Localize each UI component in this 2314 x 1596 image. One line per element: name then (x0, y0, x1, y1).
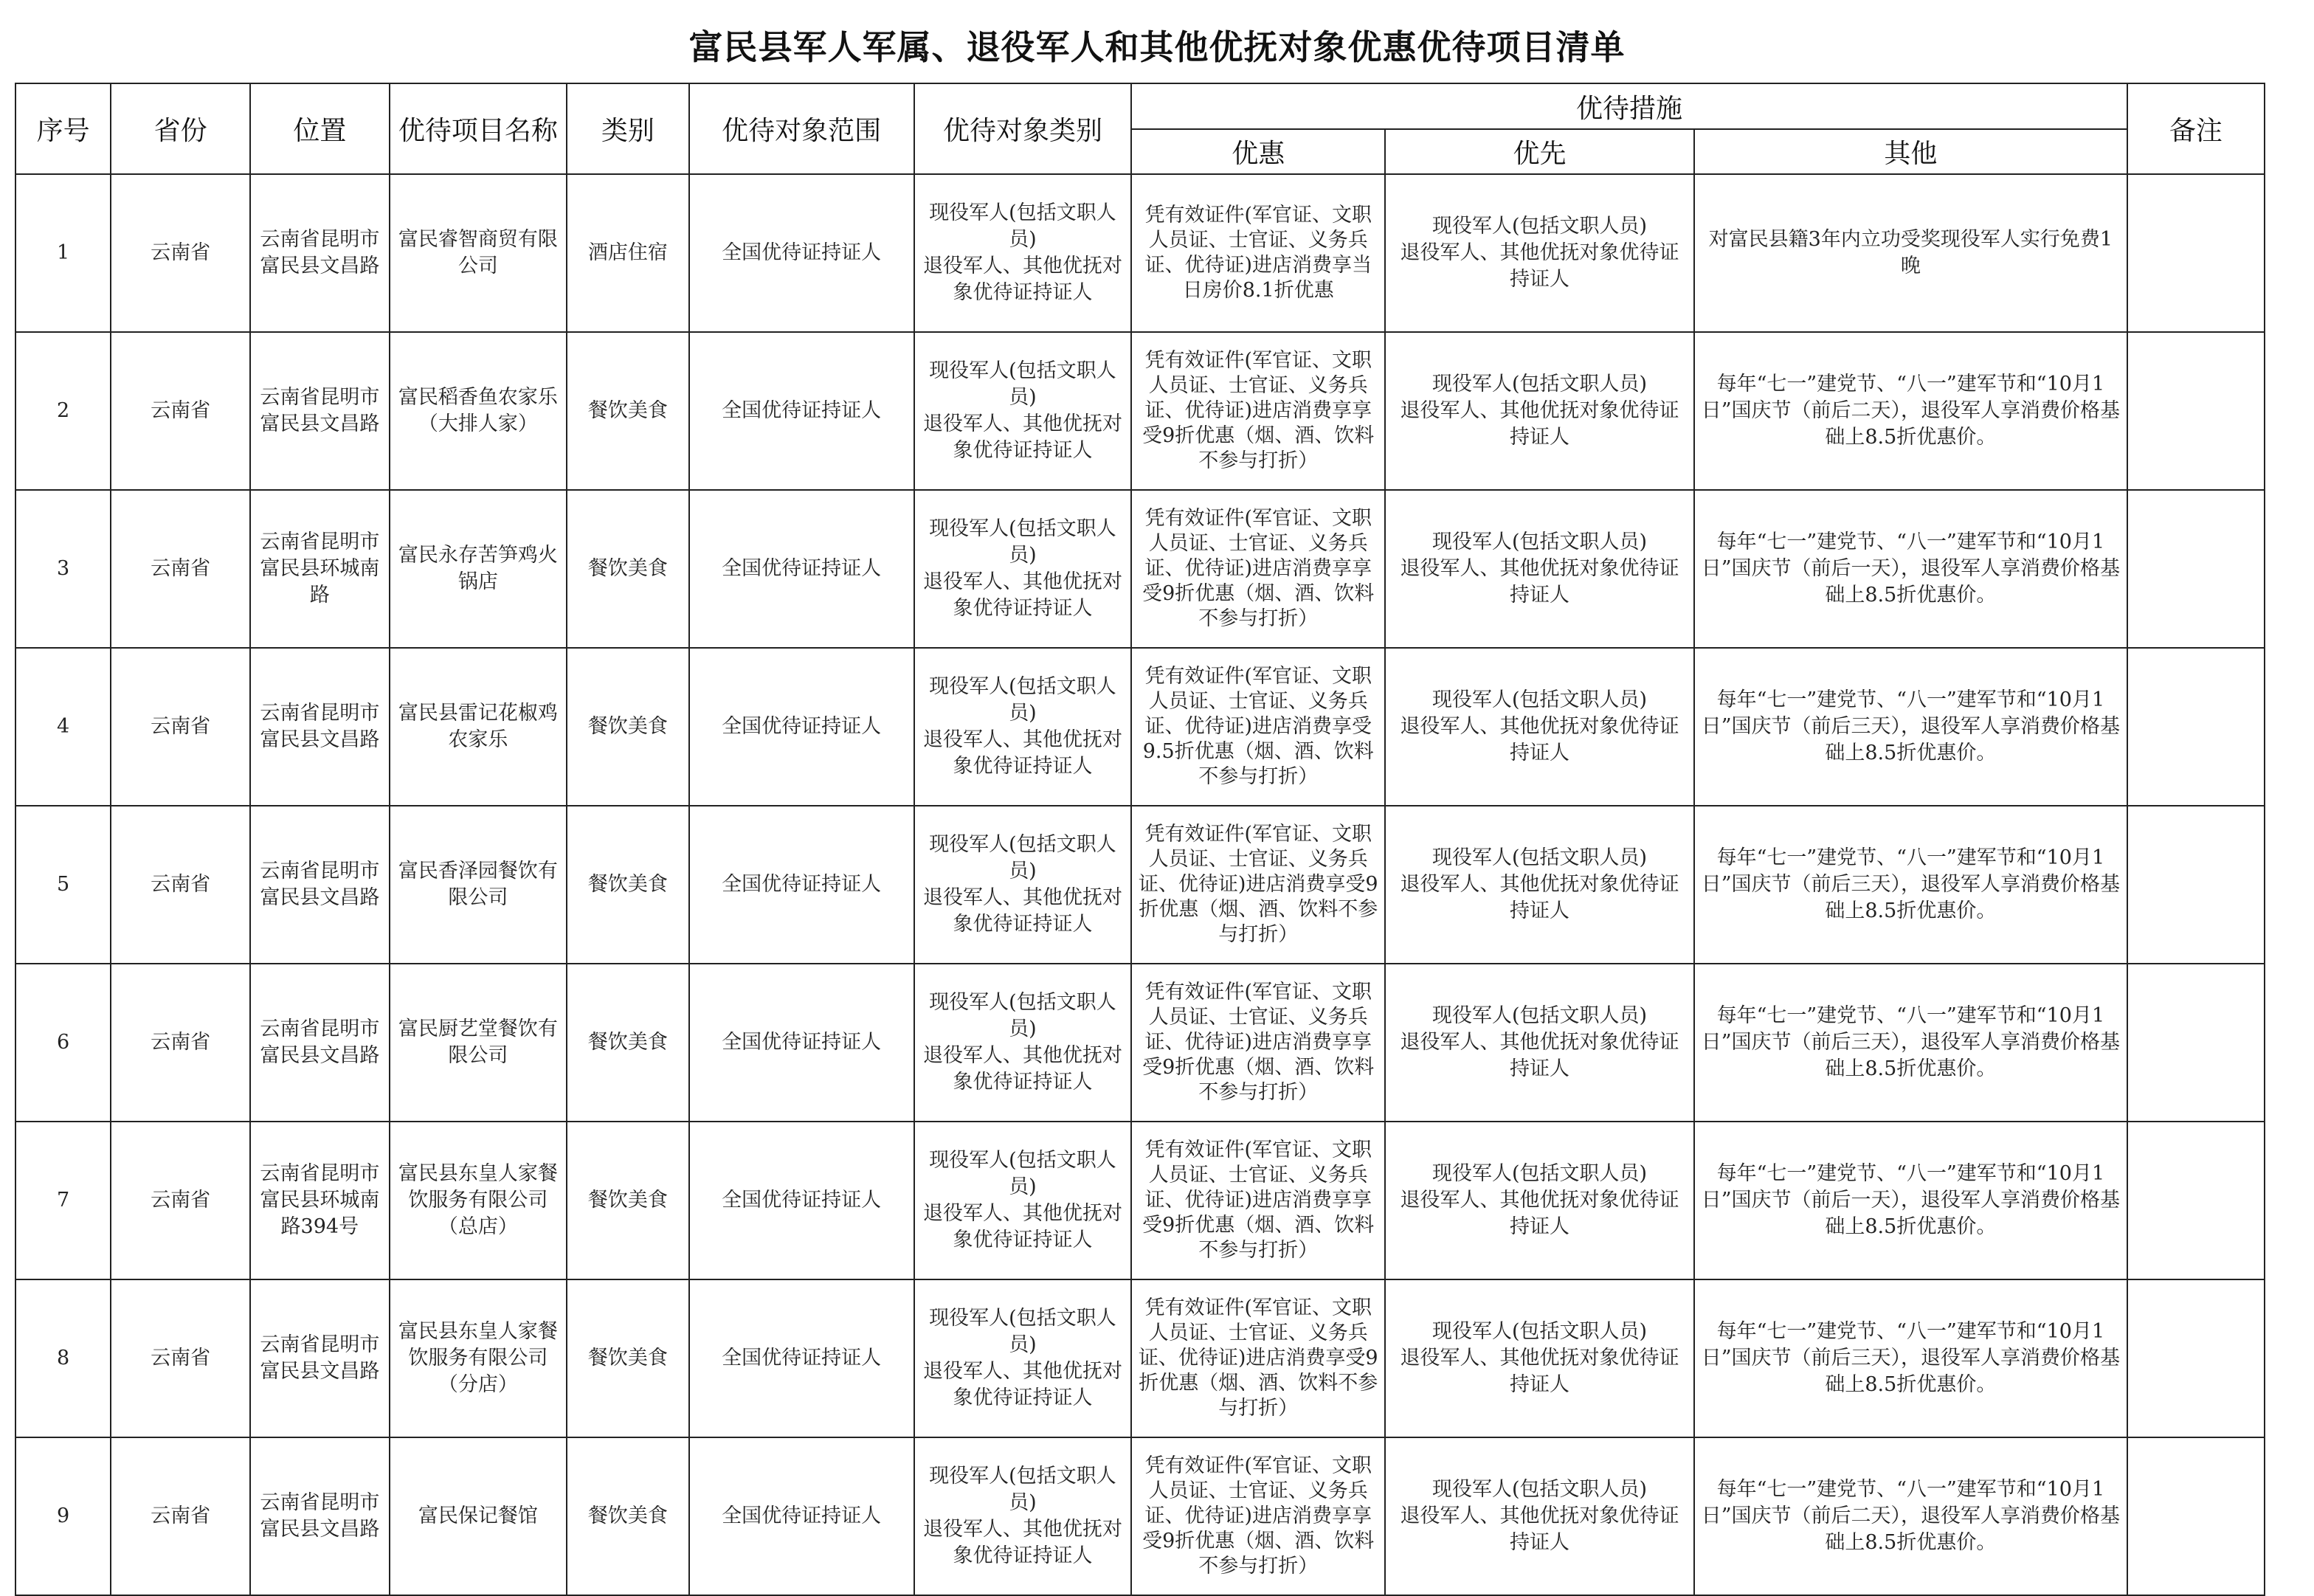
cell-scope (689, 490, 914, 648)
cell-project-text: 富民香泽园餐饮有限公司 (398, 860, 558, 909)
cell-location-text: 云南省昆明市富民县文昌路 (260, 702, 380, 751)
table-row (15, 1279, 2265, 1437)
cell-province-text: 云南省 (151, 399, 211, 422)
cell-index (15, 1437, 111, 1595)
header-location: 位置 (250, 83, 390, 174)
cell-index-text: 8 (57, 1347, 70, 1369)
cell-province-text: 云南省 (151, 1505, 211, 1527)
page-title: 富民县军人军属、退役军人和其他优抚对象优惠优待项目清单 (688, 27, 1626, 67)
cell-scope (689, 332, 914, 490)
cell-index (15, 648, 111, 806)
cell-priority-text: 现役军人(包括文职人员) 退役军人、其他优抚对象优待证持证人 (1400, 688, 1679, 764)
cell-project-text: 富民保记餐馆 (418, 1505, 538, 1527)
cell-province-text: 云南省 (151, 873, 211, 896)
cell-scope (689, 806, 914, 964)
cell-project-text: 富民县东皇人家餐饮服务有限公司（分店） (398, 1320, 558, 1396)
cell-index (15, 332, 111, 490)
cell-target-type (914, 174, 1132, 332)
cell-discount-text: 凭有效证件(军官证、文职人员证、士官证、义务兵证、优待证)进店消费享受9折优惠（烟、酒、饮料不参与打折） (1138, 823, 1378, 946)
table-row (15, 964, 2265, 1122)
cell-index (15, 174, 111, 332)
cell-discount (1131, 806, 1385, 964)
cell-category-text: 酒店住宿 (587, 241, 668, 264)
cell-target-type-text: 现役军人(包括文职人员) 退役军人、其他优抚对象优待证持证人 (922, 359, 1122, 462)
cell-category-text: 餐饮美食 (587, 1347, 668, 1369)
cell-target-type (914, 1279, 1132, 1437)
cell-project (390, 806, 567, 964)
cell-location (250, 964, 390, 1122)
table-row (15, 174, 2265, 332)
cell-other-text: 对富民县籍3年内立功受奖现役军人实行免费1晚 (1708, 228, 2113, 277)
cell-priority (1385, 174, 1694, 332)
cell-category (567, 964, 688, 1122)
cell-scope-text: 全国优待证持证人 (722, 399, 882, 422)
cell-location-text: 云南省昆明市富民县环城南路 (260, 531, 380, 607)
cell-priority (1385, 1279, 1694, 1437)
cell-other (1694, 648, 2127, 806)
cell-priority-text: 现役军人(包括文职人员) 退役军人、其他优抚对象优待证持证人 (1400, 846, 1679, 922)
cell-province (111, 1122, 250, 1279)
cell-other-text: 每年“七一”建党节、“八一”建军节和“10月1日”国庆节（前后三天），退役军人享消费价格基础上8.5折优惠价。 (1701, 1320, 2121, 1396)
cell-location-text: 云南省昆明市富民县环城南路394号 (260, 1162, 380, 1238)
cell-priority-text: 现役军人(包括文职人员) 退役军人、其他优抚对象优待证持证人 (1400, 1320, 1679, 1396)
cell-other (1694, 806, 2127, 964)
table-row (15, 1122, 2265, 1279)
cell-discount-text: 凭有效证件(军官证、文职人员证、士官证、义务兵证、优待证)进店消费享享受9折优惠（烟、酒、饮料不参与打折） (1142, 1139, 1375, 1262)
cell-project-text: 富民县东皇人家餐饮服务有限公司（总店） (398, 1162, 558, 1238)
cell-project-text: 富民县雷记花椒鸡农家乐 (398, 702, 558, 751)
cell-category (567, 1122, 688, 1279)
cell-location-text: 云南省昆明市富民县文昌路 (260, 860, 380, 909)
cell-project-text: 富民厨艺堂餐饮有限公司 (398, 1018, 558, 1067)
header-project: 优待项目名称 (390, 83, 567, 174)
cell-project (390, 332, 567, 490)
cell-target-type (914, 1437, 1132, 1595)
cell-province (111, 174, 250, 332)
cell-index-text: 6 (57, 1031, 70, 1054)
cell-location-text: 云南省昆明市富民县文昌路 (260, 228, 380, 277)
cell-target-type-text: 现役军人(包括文职人员) 退役军人、其他优抚对象优待证持证人 (922, 833, 1122, 936)
cell-index-text: 2 (57, 399, 70, 422)
header-remarks: 备注 (2127, 83, 2265, 174)
cell-category (567, 648, 688, 806)
cell-other (1694, 1122, 2127, 1279)
cell-scope-text: 全国优待证持证人 (722, 1031, 882, 1054)
cell-province (111, 964, 250, 1122)
cell-discount-text: 凭有效证件(军官证、文职人员证、士官证、义务兵证、优待证)进店消费享享受9折优惠（烟、酒、饮料不参与打折） (1142, 981, 1375, 1104)
cell-index-text: 5 (57, 873, 70, 896)
cell-other-text: 每年“七一”建党节、“八一”建军节和“10月1日”国庆节（前后一天），退役军人享消费价格基础上8.5折优惠价。 (1701, 531, 2121, 607)
table-row (15, 648, 2265, 806)
cell-priority (1385, 964, 1694, 1122)
cell-target-type-text: 现役军人(包括文职人员) 退役军人、其他优抚对象优待证持证人 (922, 201, 1122, 304)
cell-scope-text: 全国优待证持证人 (722, 557, 882, 580)
cell-discount-text: 凭有效证件(军官证、文职人员证、士官证、义务兵证、优待证)进店消费享受9折优惠（烟、酒、饮料不参与打折） (1138, 1296, 1378, 1420)
cell-discount (1131, 490, 1385, 648)
table-body (15, 174, 2265, 1595)
cell-remarks (2127, 174, 2265, 332)
header-discount: 优惠 (1131, 129, 1385, 174)
cell-province-text: 云南省 (151, 557, 211, 580)
header-priority: 优先 (1385, 129, 1694, 174)
cell-priority (1385, 648, 1694, 806)
cell-project (390, 1122, 567, 1279)
cell-index-text: 7 (57, 1189, 70, 1212)
cell-province (111, 806, 250, 964)
cell-category (567, 806, 688, 964)
cell-discount-text: 凭有效证件(军官证、文职人员证、士官证、义务兵证、优待证)进店消费享享受9折优惠（烟、酒、饮料不参与打折） (1142, 349, 1375, 472)
cell-remarks (2127, 806, 2265, 964)
cell-project-text: 富民永存苦笋鸡火锅店 (398, 544, 558, 593)
cell-target-type-text: 现役军人(包括文职人员) 退役军人、其他优抚对象优待证持证人 (922, 1465, 1122, 1567)
table-row (15, 1437, 2265, 1595)
cell-remarks (2127, 490, 2265, 648)
cell-discount-text: 凭有效证件(军官证、文职人员证、士官证、义务兵证、优待证)进店消费享享受9折优惠（烟、酒、饮料不参与打折） (1142, 507, 1375, 630)
cell-index (15, 1279, 111, 1437)
cell-location-text: 云南省昆明市富民县文昌路 (260, 1491, 380, 1541)
table-row (15, 490, 2265, 648)
cell-discount (1131, 332, 1385, 490)
header-measures: 优待措施 (1131, 83, 2127, 129)
cell-category-text: 餐饮美食 (587, 1189, 668, 1212)
cell-location (250, 1122, 390, 1279)
cell-other (1694, 332, 2127, 490)
cell-scope-text: 全国优待证持证人 (722, 1189, 882, 1212)
cell-scope (689, 1437, 914, 1595)
cell-index-text: 1 (57, 241, 70, 264)
cell-project (390, 964, 567, 1122)
cell-other-text: 每年“七一”建党节、“八一”建军节和“10月1日”国庆节（前后三天），退役军人享消费价格基础上8.5折优惠价。 (1701, 1004, 2121, 1080)
cell-province-text: 云南省 (151, 715, 211, 738)
cell-scope-text: 全国优待证持证人 (722, 1347, 882, 1369)
cell-target-type (914, 648, 1132, 806)
cell-province-text: 云南省 (151, 1347, 211, 1369)
cell-index (15, 1122, 111, 1279)
cell-location (250, 648, 390, 806)
cell-discount (1131, 1122, 1385, 1279)
header-province: 省份 (111, 83, 250, 174)
cell-priority (1385, 1122, 1694, 1279)
cell-discount-text: 凭有效证件(军官证、文职人员证、士官证、义务兵证、优待证)进店消费享当日房价8.1折优惠 (1144, 204, 1372, 302)
cell-scope-text: 全国优待证持证人 (722, 1505, 882, 1527)
cell-index-text: 3 (57, 557, 70, 580)
cell-category-text: 餐饮美食 (587, 557, 668, 580)
cell-other (1694, 490, 2127, 648)
cell-priority (1385, 490, 1694, 648)
cell-priority-text: 现役军人(包括文职人员) 退役军人、其他优抚对象优待证持证人 (1400, 1162, 1679, 1238)
header-index: 序号 (15, 83, 111, 174)
cell-remarks (2127, 648, 2265, 806)
cell-priority (1385, 332, 1694, 490)
cell-province (111, 1437, 250, 1595)
cell-location (250, 490, 390, 648)
cell-project-text: 富民稻香鱼农家乐（大排人家） (398, 386, 558, 435)
cell-scope (689, 1279, 914, 1437)
cell-province-text: 云南省 (151, 1189, 211, 1212)
cell-discount (1131, 648, 1385, 806)
cell-category (567, 174, 688, 332)
cell-other-text: 每年“七一”建党节、“八一”建军节和“10月1日”国庆节（前后三天），退役军人享消费价格基础上8.5折优惠价。 (1701, 688, 2121, 764)
cell-other-text: 每年“七一”建党节、“八一”建军节和“10月1日”国庆节（前后二天），退役军人享消费价格基础上8.5折优惠价。 (1701, 373, 2121, 449)
cell-location-text: 云南省昆明市富民县文昌路 (260, 386, 380, 435)
cell-category (567, 490, 688, 648)
cell-priority-text: 现役军人(包括文职人员) 退役军人、其他优抚对象优待证持证人 (1400, 373, 1679, 449)
cell-project (390, 1279, 567, 1437)
cell-province (111, 648, 250, 806)
cell-project (390, 490, 567, 648)
cell-discount (1131, 964, 1385, 1122)
cell-target-type-text: 现役军人(包括文职人员) 退役军人、其他优抚对象优待证持证人 (922, 991, 1122, 1094)
cell-scope (689, 648, 914, 806)
cell-remarks (2127, 1122, 2265, 1279)
cell-priority (1385, 806, 1694, 964)
cell-other-text: 每年“七一”建党节、“八一”建军节和“10月1日”国庆节（前后一天），退役军人享消费价格基础上8.5折优惠价。 (1701, 1162, 2121, 1238)
cell-province-text: 云南省 (151, 1031, 211, 1054)
cell-scope (689, 964, 914, 1122)
cell-location (250, 174, 390, 332)
cell-scope (689, 174, 914, 332)
cell-other (1694, 1437, 2127, 1595)
header-scope: 优待对象范围 (689, 83, 914, 174)
cell-location (250, 332, 390, 490)
cell-discount-text: 凭有效证件(军官证、文职人员证、士官证、义务兵证、优待证)进店消费享受9.5折优惠（烟、酒、饮料不参与打折） (1142, 665, 1374, 788)
cell-target-type (914, 806, 1132, 964)
table-row (15, 332, 2265, 490)
cell-priority-text: 现役军人(包括文职人员) 退役军人、其他优抚对象优待证持证人 (1400, 1004, 1679, 1080)
cell-index (15, 964, 111, 1122)
cell-target-type (914, 1122, 1132, 1279)
cell-province (111, 332, 250, 490)
cell-province-text: 云南省 (151, 241, 211, 264)
cell-category-text: 餐饮美食 (587, 873, 668, 896)
cell-target-type-text: 现役军人(包括文职人员) 退役军人、其他优抚对象优待证持证人 (922, 1307, 1122, 1409)
cell-index-text: 9 (57, 1505, 70, 1527)
cell-category-text: 餐饮美食 (587, 1031, 668, 1054)
cell-other (1694, 1279, 2127, 1437)
cell-category-text: 餐饮美食 (587, 715, 668, 738)
cell-scope-text: 全国优待证持证人 (722, 241, 882, 264)
cell-scope-text: 全国优待证持证人 (722, 715, 882, 738)
cell-location (250, 1437, 390, 1595)
cell-target-type-text: 现役军人(包括文职人员) 退役军人、其他优抚对象优待证持证人 (922, 1149, 1122, 1251)
cell-project (390, 1437, 567, 1595)
cell-location-text: 云南省昆明市富民县文昌路 (260, 1333, 380, 1383)
cell-remarks (2127, 964, 2265, 1122)
header-other: 其他 (1694, 129, 2127, 174)
cell-province (111, 490, 250, 648)
cell-index (15, 490, 111, 648)
cell-location (250, 1279, 390, 1437)
table-header (15, 83, 2265, 174)
cell-discount-text: 凭有效证件(军官证、文职人员证、士官证、义务兵证、优待证)进店消费享享受9折优惠（烟、酒、饮料不参与打折） (1142, 1454, 1375, 1578)
cell-discount (1131, 1279, 1385, 1437)
cell-project (390, 648, 567, 806)
cell-project (390, 174, 567, 332)
cell-target-type-text: 现役军人(包括文职人员) 退役军人、其他优抚对象优待证持证人 (922, 517, 1122, 620)
cell-index (15, 806, 111, 964)
cell-discount (1131, 174, 1385, 332)
cell-priority-text: 现役军人(包括文职人员) 退役军人、其他优抚对象优待证持证人 (1400, 215, 1679, 291)
cell-category-text: 餐饮美食 (587, 1505, 668, 1527)
cell-remarks (2127, 1437, 2265, 1595)
cell-location (250, 806, 390, 964)
cell-priority-text: 现役军人(包括文职人员) 退役军人、其他优抚对象优待证持证人 (1400, 531, 1679, 607)
cell-other (1694, 174, 2127, 332)
cell-remarks (2127, 332, 2265, 490)
cell-target-type (914, 490, 1132, 648)
cell-target-type (914, 964, 1132, 1122)
cell-scope (689, 1122, 914, 1279)
table-row (15, 806, 2265, 964)
cell-target-type (914, 332, 1132, 490)
cell-scope-text: 全国优待证持证人 (722, 873, 882, 896)
cell-index-text: 4 (57, 715, 70, 738)
cell-province (111, 1279, 250, 1437)
cell-project-text: 富民睿智商贸有限公司 (398, 228, 558, 277)
cell-location-text: 云南省昆明市富民县文昌路 (260, 1018, 380, 1067)
cell-discount (1131, 1437, 1385, 1595)
cell-other-text: 每年“七一”建党节、“八一”建军节和“10月1日”国庆节（前后二天），退役军人享消费价格基础上8.5折优惠价。 (1701, 1478, 2121, 1554)
cell-other (1694, 964, 2127, 1122)
cell-remarks (2127, 1279, 2265, 1437)
benefit-table (15, 83, 2265, 1596)
cell-priority (1385, 1437, 1694, 1595)
cell-category (567, 332, 688, 490)
cell-target-type-text: 现役军人(包括文职人员) 退役军人、其他优抚对象优待证持证人 (922, 675, 1122, 778)
cell-category-text: 餐饮美食 (587, 399, 668, 422)
header-category: 类别 (567, 83, 688, 174)
cell-priority-text: 现役军人(包括文职人员) 退役军人、其他优抚对象优待证持证人 (1400, 1478, 1679, 1554)
cell-category (567, 1279, 688, 1437)
header-target-type: 优待对象类别 (914, 83, 1132, 174)
cell-category (567, 1437, 688, 1595)
cell-other-text: 每年“七一”建党节、“八一”建军节和“10月1日”国庆节（前后三天），退役军人享消费价格基础上8.5折优惠价。 (1701, 846, 2121, 922)
